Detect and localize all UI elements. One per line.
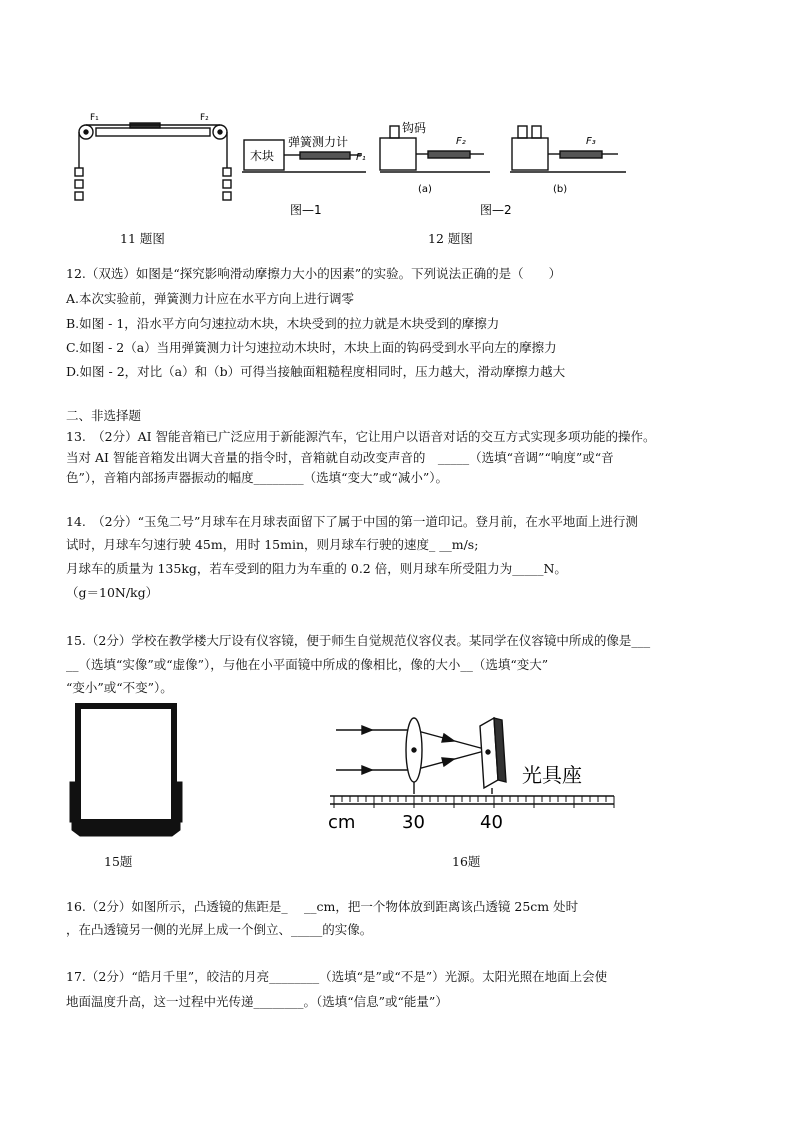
q17-line2: 地面温度升高，这一过程中光传递________。（选填“信息”或“能量”） — [66, 994, 448, 1009]
fig12-fig1-label: 图—1 — [290, 203, 322, 217]
figure-11 — [68, 110, 238, 210]
fig12-caption: 12 题图 — [428, 231, 473, 246]
fig16-bench-label: 光具座 — [522, 763, 582, 787]
fig12-scale-label: 弹簧测力计 — [288, 135, 349, 149]
q17-line1: 17.（2分）“皓月千里”，皎洁的月亮________（选填“是”或“不是”）光源。太阳光照在地面上会使 — [66, 969, 608, 984]
fig12-f1-label: F₁ — [356, 152, 366, 163]
q15-line2: __（选填“实像”或“虚像”），与他在小平面镜中所成的像相比，像的大小__（选填“变大” — [66, 657, 549, 672]
figure-16-optical-bench — [322, 696, 622, 836]
fig16-caption: 16题 — [452, 854, 481, 869]
q16-line1: 16.（2分）如图所示，凸透镜的焦距是_ __cm，把一个物体放到距离该凸透镜 25cm 处时 — [66, 899, 579, 914]
fig12-f3-label: F₃ — [586, 136, 596, 147]
q14-line1: 14. （2分）“玉兔二号”月球车在月球表面留下了属于中国的第一道印记。登月前，在水平地面上进行测 — [66, 514, 638, 529]
fig16-unit-label: cm — [328, 812, 356, 833]
q12-option-b: B.如图 - 1，沿水平方向匀速拉动木块，木块受到的拉力就是木块受到的摩擦力 — [66, 316, 500, 331]
fig11-f1-label: F₁ — [90, 113, 99, 123]
q15-line3: “变小”或“不变”）。 — [66, 680, 173, 695]
fig11-caption: 11 题图 — [120, 231, 165, 246]
figure-15-mirror — [68, 702, 188, 842]
q14-line4: （g＝10N/kg） — [66, 585, 159, 600]
fig12-block-label: 木块 — [250, 149, 275, 163]
q12-option-d: D.如图 - 2，对比（a）和（b）可得当接触面粗糙程度相同时，压力越大，滑动摩擦力越大 — [66, 364, 566, 379]
fig12-weights-label: 钩码 — [402, 121, 427, 135]
fig12-sub-b: (b) — [553, 184, 568, 195]
q12-stem: 12.（双选）如图是“探究影响滑动摩擦力大小的因素”的实验。下列说法正确的是（ ） — [66, 266, 562, 281]
fig12-sub-a: (a) — [418, 184, 432, 195]
q12-option-c: C.如图 - 2（a）当用弹簧测力计匀速拉动木块时，木块上面的钩码受到水平向左的摩擦力 — [66, 340, 557, 355]
fig15-caption: 15题 — [104, 854, 133, 869]
q12-option-a: A.本次实验前，弹簧测力计应在水平方向上进行调零 — [66, 291, 355, 306]
section-heading: 二、非选择题 — [66, 408, 142, 423]
q13-line3: 色”），音箱内部扬声器振动的幅度________（选填“变大”或“减小”）。 — [66, 470, 448, 485]
fig16-tick-30: 30 — [402, 812, 425, 833]
fig12-fig2-label: 图—2 — [480, 203, 512, 217]
fig12-f2-label: F₂ — [456, 136, 466, 147]
fig11-f2-label: F₂ — [200, 113, 209, 123]
q15-line1: 15.（2分）学校在教学楼大厅设有仪容镜，便于师生自觉规范仪容仪表。某同学在仪容镜中所成的像是___ — [66, 633, 651, 648]
q14-line2: 试时，月球车匀速行驶 45m，用时 15min，则月球车行驶的速度_ __m/s; — [66, 537, 479, 552]
figure-12 — [240, 110, 640, 222]
q13-line2: 当对 AI 智能音箱发出调大音量的指令时，音箱就自动改变声音的 _____（选填“音调”“响度”或“音 — [66, 450, 614, 465]
q16-line2: ，在凸透镜另一侧的光屏上成一个倒立、_____的实像。 — [66, 922, 373, 937]
fig16-tick-40: 40 — [480, 812, 503, 833]
q13-line1: 13. （2分）AI 智能音箱已广泛应用于新能源汽车，它让用户以语音对话的交互方式实现多项功能的操作。 — [66, 429, 656, 444]
q14-line3: 月球车的质量为 135kg，若车受到的阻力为车重的 0.2 倍，则月球车所受阻力为_____N。 — [66, 561, 567, 576]
